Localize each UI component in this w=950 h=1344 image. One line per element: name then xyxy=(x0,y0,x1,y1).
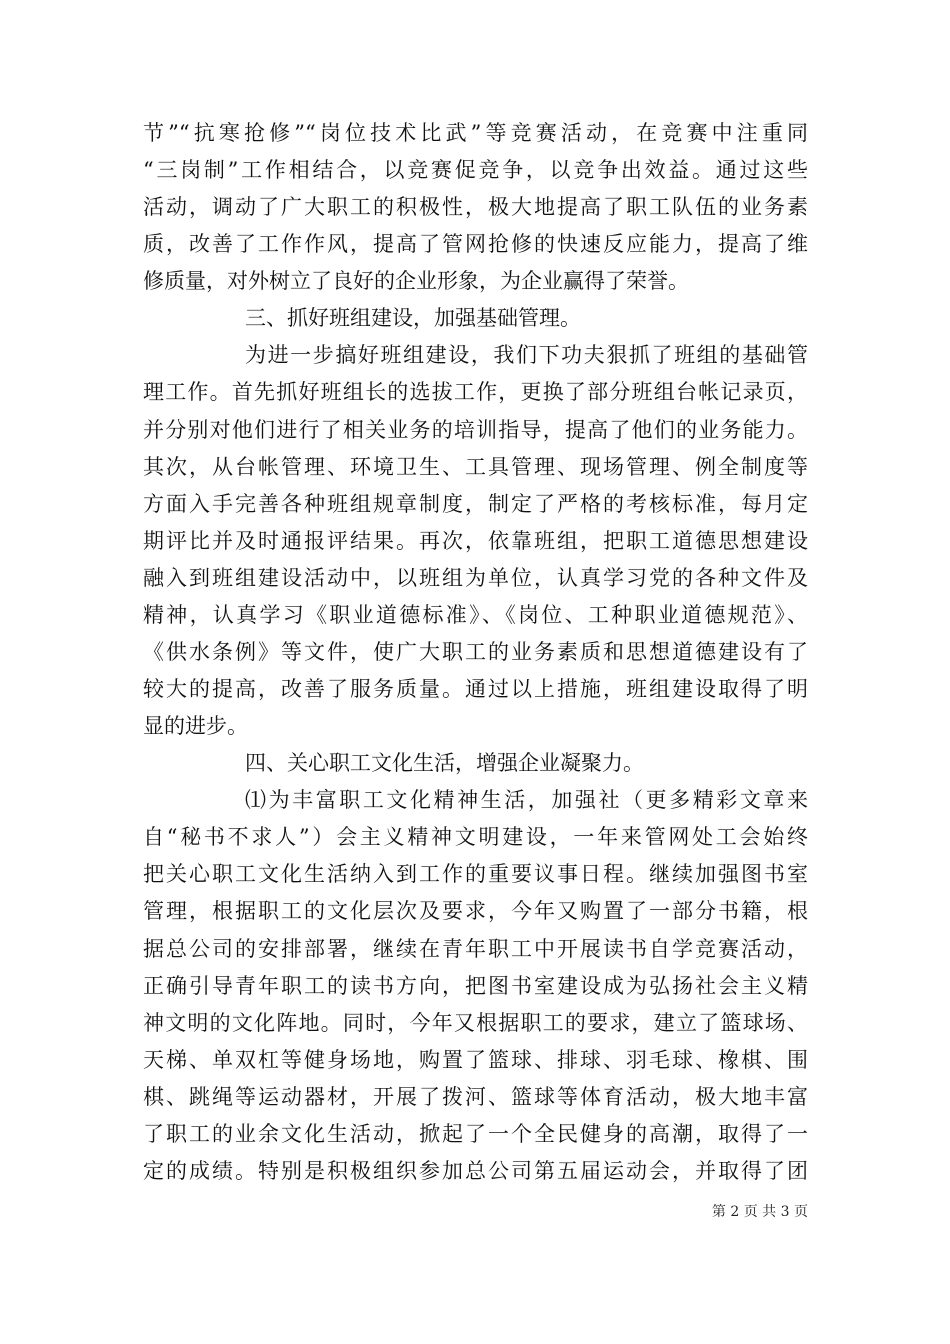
body-line: 修质量，对外树立了良好的企业形象，为企业赢得了荣誉。 xyxy=(143,269,689,294)
body-line: 较大的提高，改善了服务质量。通过以上措施，班组建设取得了明 xyxy=(143,677,808,702)
body-line: 管理，根据职工的文化层次及要求，今年又购置了一部分书籍，根 xyxy=(143,899,808,924)
body-line: 棋、跳绳等运动器材，开展了拨河、篮球等体育活动，极大地丰富 xyxy=(143,1084,808,1109)
body-line: 《供水条例》等文件，使广大职工的业务素质和思想道德建设有了 xyxy=(143,639,808,664)
body-line: 自“秘书不求人”）会主义精神文明建设，一年来管网处工会始终 xyxy=(143,825,808,850)
body-line: 显的进步。 xyxy=(143,714,248,739)
section-heading: 四、关心职工文化生活，增强企业凝聚力。 xyxy=(245,751,644,776)
body-line: 融入到班组建设活动中，以班组为单位，认真学习党的各种文件及 xyxy=(143,565,808,590)
body-line: 把关心职工文化生活纳入到工作的重要议事日程。继续加强图书室 xyxy=(143,862,808,887)
body-line: 理工作。首先抓好班组长的选拔工作，更换了部分班组台帐记录页， xyxy=(143,380,808,405)
section-heading: 三、抓好班组建设，加强基础管理。 xyxy=(245,306,581,331)
body-line: 质，改善了工作作风，提高了管网抢修的快速反应能力，提高了维 xyxy=(143,232,808,257)
body-line: 据总公司的安排部署，继续在青年职工中开展读书自学竞赛活动， xyxy=(143,936,808,961)
body-line: “三岗制”工作相结合，以竞赛促竞争，以竞争出效益。通过这些 xyxy=(143,158,808,183)
body-line: 神文明的文化阵地。同时，今年又根据职工的要求，建立了篮球场、 xyxy=(143,1010,808,1035)
body-line: 精神，认真学习《职业道德标准》、《岗位、工种职业道德规范》、 xyxy=(143,602,808,627)
body-line: 定的成绩。特别是积极组织参加总公司第五届运动会，并取得了团 xyxy=(143,1158,808,1183)
body-line: 活动，调动了广大职工的积极性，极大地提高了职工队伍的业务素 xyxy=(143,195,808,220)
body-line: 方面入手完善各种班组规章制度，制定了严格的考核标准，每月定 xyxy=(143,491,808,516)
body-line: 其次，从台帐管理、环境卫生、工具管理、现场管理、例全制度等 xyxy=(143,454,808,479)
body-line: 天梯、单双杠等健身场地，购置了篮球、排球、羽毛球、橡棋、围 xyxy=(143,1047,808,1072)
body-line: 正确引导青年职工的读书方向，把图书室建设成为弘扬社会主义精 xyxy=(143,973,808,998)
body-line: 期评比并及时通报评结果。再次，依靠班组，把职工道德思想建设 xyxy=(143,528,808,553)
body-line: 节”“抗寒抢修”“岗位技术比武”等竞赛活动，在竞赛中注重同 xyxy=(143,121,808,145)
body-line: 为进一步搞好班组建设，我们下功夫狠抓了班组的基础管 xyxy=(245,343,808,368)
body-line: 了职工的业余文化生活动，掀起了一个全民健身的高潮，取得了一 xyxy=(143,1121,808,1146)
body-line: ⑴为丰富职工文化精神生活，加强社（更多精彩文章来 xyxy=(245,788,808,813)
body-line: 并分别对他们进行了相关业务的培训指导，提高了他们的业务能力。 xyxy=(143,417,808,442)
page-number-footer: 第 2 页 共 3 页 xyxy=(711,1204,808,1220)
